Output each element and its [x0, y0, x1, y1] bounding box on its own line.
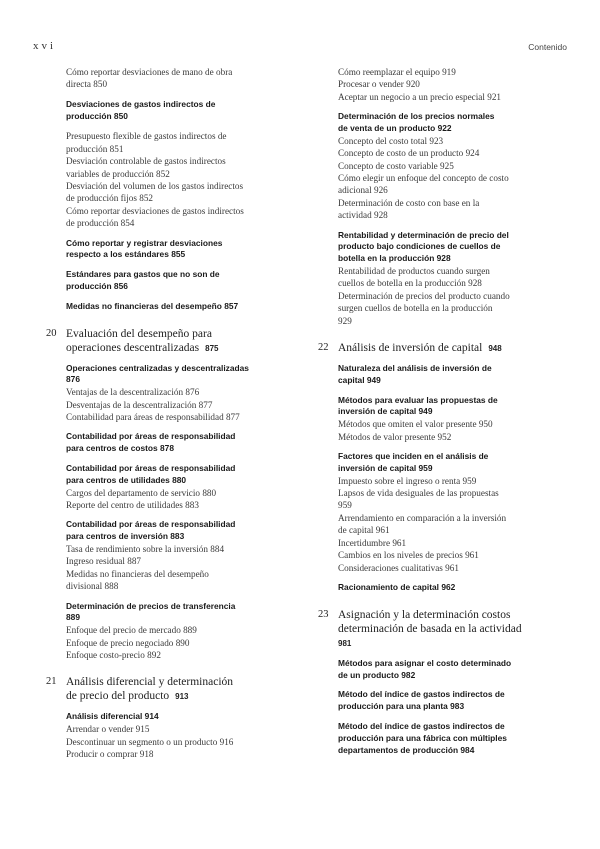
chapter-22[interactable] [318, 341, 568, 355]
toc-entry[interactable]: Determinación de costo con base en la [338, 197, 480, 208]
toc-heading[interactable]: Cómo reportar y registrar desviaciones [66, 237, 223, 248]
toc-heading[interactable]: para centros de utilidades 880 [66, 474, 187, 485]
toc-entry[interactable]: Ingreso residual 887 [66, 556, 142, 567]
toc-heading[interactable]: Racionamiento de capital 962 [338, 581, 456, 592]
toc-entry[interactable]: Desviación controlable de gastos indirectos [66, 156, 226, 167]
toc-heading[interactable]: para centros de inversión 883 [66, 531, 185, 542]
toc-entry[interactable]: adicional 926 [338, 185, 388, 196]
toc-heading[interactable]: Análisis diferencial 914 [66, 711, 159, 722]
toc-entry[interactable]: Consideraciones cualitativas 961 [338, 562, 459, 573]
toc-heading[interactable]: producción 856 [66, 281, 128, 292]
chapter-number: 23 [318, 608, 329, 620]
toc-heading[interactable]: respecto a los estándares 855 [66, 249, 186, 260]
toc-entry[interactable]: Ventajas de la descentralización 876 [66, 387, 200, 398]
toc-entry[interactable]: Cambios en los niveles de precios 961 [338, 550, 479, 561]
toc-entry[interactable]: Rentabilidad de productos cuando surgen [338, 266, 490, 277]
toc-entry[interactable]: cuellos de botella en la producción 928 [338, 278, 482, 289]
toc-heading[interactable]: Naturaleza del análisis de inversión de [338, 363, 492, 374]
chapter-title: Evaluación del desempeño para [66, 327, 212, 340]
toc-entry[interactable]: directa 850 [66, 79, 108, 90]
toc-heading[interactable]: inversión de capital 959 [338, 462, 433, 473]
toc-heading[interactable]: producción para una fábrica con múltiples [338, 732, 507, 743]
toc-heading[interactable]: capital 949 [338, 374, 381, 385]
toc-entry[interactable]: Impuesto sobre el ingreso o renta 959 [338, 475, 477, 486]
chapter-title: Análisis diferencial y determinación [66, 676, 234, 689]
toc-entry[interactable]: actividad 928 [338, 210, 388, 221]
toc-entry[interactable]: Arrendar o vender 915 [66, 724, 150, 735]
toc-heading[interactable]: 876 [66, 374, 80, 385]
toc-entry[interactable]: Desviación del volumen de los gastos indirectos [66, 181, 244, 192]
toc-heading[interactable]: Rentabilidad y determinación de precio del [338, 229, 509, 240]
toc-entry[interactable]: Cómo reportar desviaciones de gastos indirectos [66, 205, 244, 216]
toc-heading[interactable]: Método del índice de gastos indirectos de [338, 720, 505, 731]
toc-entry[interactable]: 929 [338, 315, 352, 326]
page-number: xvi [33, 40, 57, 52]
toc-heading[interactable]: botella en la producción 928 [338, 253, 451, 264]
toc-entry[interactable]: Tasa de rendimiento sobre la inversión 884 [66, 544, 225, 555]
toc-heading[interactable]: 889 [66, 612, 80, 623]
toc-entry[interactable]: Cómo reemplazar el equipo 919 [338, 67, 456, 77]
toc-entry[interactable]: Concepto del costo total 923 [338, 135, 444, 146]
chapter-20[interactable] [46, 327, 288, 355]
chapter-title: de precio del producto [66, 690, 170, 703]
toc-entry[interactable]: Cargos del departamento de servicio 880 [66, 487, 217, 498]
chapter-23[interactable] [318, 608, 568, 650]
toc-heading[interactable]: inversión de capital 949 [338, 406, 433, 417]
chapter-number: 22 [318, 342, 329, 354]
toc-heading[interactable]: Contabilidad por áreas de responsabilidad [66, 519, 236, 530]
toc-heading[interactable]: producción 850 [66, 110, 128, 121]
toc-entry[interactable]: Procesar o vender 920 [338, 79, 420, 90]
chapter-title: determinación de basada en la actividad [338, 622, 522, 635]
running-title: Contenido [528, 42, 567, 52]
chapter-page: 913 [175, 692, 189, 702]
toc-entry[interactable]: de producción 854 [66, 218, 135, 229]
toc-heading[interactable]: Factores que inciden en el análisis de [338, 451, 489, 462]
toc-heading[interactable]: Estándares para gastos que no son de [66, 269, 220, 280]
toc-entry[interactable]: de producción fijos 852 [66, 193, 154, 204]
toc-heading[interactable]: para centros de costos 878 [66, 443, 174, 454]
toc-heading[interactable]: Determinación de precios de transferencia [66, 600, 236, 611]
toc-heading[interactable]: producto bajo condiciones de cuellos de [338, 241, 501, 252]
toc-entry[interactable]: Enfoque costo-precio 892 [66, 650, 161, 661]
toc-entry[interactable]: Descontinuar un segmento o un producto 916 [66, 736, 234, 747]
toc-entry[interactable]: Métodos que omiten el valor presente 950 [338, 419, 493, 430]
chapter-21[interactable] [46, 675, 288, 703]
toc-heading[interactable]: departamentos de producción 984 [338, 744, 475, 755]
toc-heading[interactable]: Contabilidad por áreas de responsabilidad [66, 463, 236, 474]
chapter-number: 20 [46, 327, 57, 339]
toc-entry[interactable]: Determinación de precios del producto cuando [338, 290, 510, 301]
toc-entry[interactable]: Cómo reportar desviaciones de mano de obra [66, 67, 233, 77]
chapter-page: 948 [488, 344, 502, 354]
toc-entry[interactable]: de capital 961 [338, 525, 390, 536]
toc-heading[interactable]: Métodos para evaluar las propuestas de [338, 394, 498, 405]
toc-entry[interactable]: producción 851 [66, 143, 124, 154]
chapter-title: Asignación y la determinación costos [338, 608, 511, 621]
toc-entry[interactable]: Medidas no financieras del desempeño [66, 568, 209, 579]
toc-entry[interactable]: surgen cuellos de botella en la producción [338, 303, 493, 314]
toc-entry[interactable]: Presupuesto flexible de gastos indirectos de [66, 131, 227, 142]
toc-heading[interactable]: Medidas no financieras del desempeño 857 [66, 300, 239, 311]
toc-entry[interactable]: Enfoque del precio de mercado 889 [66, 625, 197, 636]
toc-entry[interactable]: Cómo elegir un enfoque del concepto de costo [338, 173, 509, 184]
toc-heading[interactable]: Operaciones centralizadas y descentralizadas [66, 362, 249, 373]
toc-entry[interactable]: Concepto de costo de un producto 924 [338, 148, 480, 159]
toc-heading[interactable]: Determinación de los precios normales [338, 111, 495, 122]
toc-heading[interactable]: Métodos para asignar el costo determinado [338, 657, 512, 668]
chapter-number: 21 [46, 676, 57, 688]
toc-heading[interactable]: Desviaciones de gastos indirectos de [66, 98, 216, 109]
toc-entry[interactable]: Incertidumbre 961 [338, 537, 407, 548]
right-column [318, 66, 568, 756]
toc-entry[interactable]: Reporte del centro de utilidades 883 [66, 500, 199, 511]
toc-entry[interactable]: Arrendamiento en comparación a la inversión [338, 512, 507, 523]
toc-entry[interactable]: Contabilidad para áreas de responsabilidad 877 [66, 412, 240, 423]
chapter-title: Análisis de inversión de capital [338, 342, 483, 355]
toc-entry[interactable]: Métodos de valor presente 952 [338, 431, 452, 442]
left-column [46, 66, 288, 761]
chapter-page: 981 [338, 638, 352, 648]
toc-entry[interactable]: Producir o comprar 918 [66, 749, 154, 760]
toc-entry[interactable]: variables de producción 852 [66, 168, 170, 179]
toc-heading[interactable]: Contabilidad por áreas de responsabilidad [66, 431, 236, 442]
toc-heading[interactable]: de un producto 982 [338, 669, 416, 680]
toc-heading[interactable]: Método del índice de gastos indirectos de [338, 689, 505, 700]
toc-heading[interactable]: producción para una planta 983 [338, 701, 465, 712]
chapter-page: 875 [205, 343, 219, 353]
toc-entry[interactable]: divisional 888 [66, 581, 119, 592]
chapter-title: operaciones descentralizadas [66, 341, 200, 354]
toc-entry[interactable]: Desventajas de la descentralización 877 [66, 399, 213, 410]
toc-entry[interactable]: Enfoque de precio negociado 890 [66, 637, 190, 648]
toc-entry[interactable]: Aceptar un negocio a un precio especial 921 [338, 91, 502, 102]
toc-entry[interactable]: Concepto de costo variable 925 [338, 160, 454, 171]
toc-heading[interactable]: de venta de un producto 922 [338, 123, 452, 134]
toc-entry[interactable]: Lapsos de vida desiguales de las propuestas [338, 488, 499, 499]
toc-entry[interactable]: 959 [338, 500, 352, 511]
